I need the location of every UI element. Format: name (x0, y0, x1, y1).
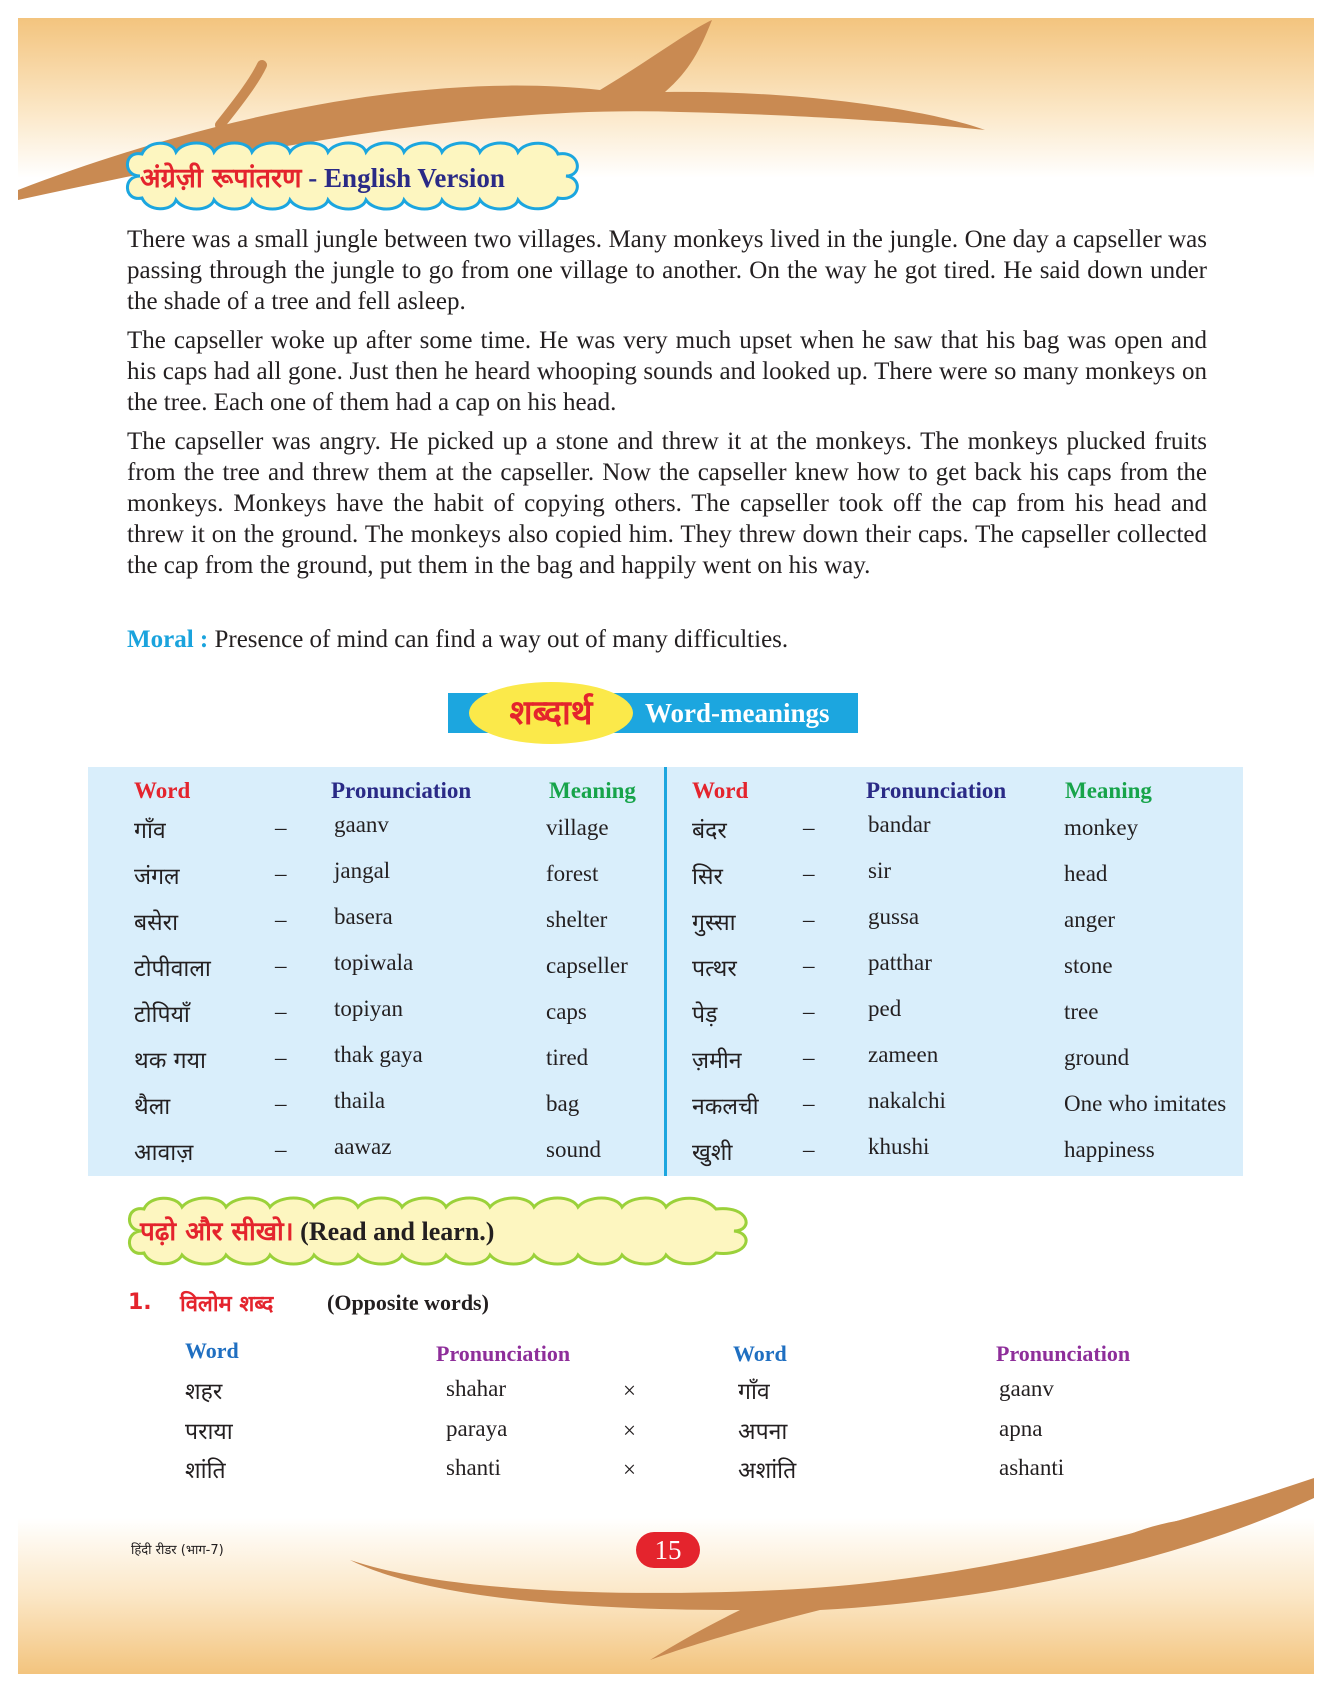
word-meanings-hindi: शब्दार्थ (509, 693, 593, 733)
moral-line (127, 624, 1207, 655)
word-meaning-pronunciation: thak gaya (334, 1042, 423, 1067)
word-meanings-english: Word-meanings (645, 698, 830, 728)
word-meaning-dash: – (275, 953, 287, 978)
word-meaning-meaning: anger (1064, 907, 1116, 932)
word-meaning-word: गुस्सा (692, 910, 736, 936)
opposite-words-hindi: विलोम शब्द (180, 1292, 274, 1317)
word-meaning-meaning: happiness (1064, 1137, 1155, 1162)
word-meaning-dash: – (275, 907, 287, 932)
word-meaning-word: खुशी (692, 1140, 733, 1166)
right-meaning-header: Meaning (1065, 778, 1152, 803)
word-meaning-meaning: shelter (546, 907, 608, 932)
word-meaning-dash: – (803, 999, 815, 1024)
word-meaning-pronunciation: topiyan (334, 996, 403, 1021)
opp-word-header-1: Word (185, 1338, 239, 1363)
opposite-cross: × (623, 1378, 636, 1403)
word-meaning-dash: – (275, 1091, 287, 1116)
word-meaning-pronunciation: nakalchi (868, 1088, 946, 1113)
word-meaning-pronunciation: jangal (334, 858, 391, 883)
word-meaning-pronunciation: gussa (868, 904, 920, 929)
opposite-pronunciation: apna (999, 1416, 1043, 1441)
read-learn-title (140, 1212, 494, 1248)
opposite-pronunciation: shanti (446, 1455, 501, 1480)
word-meaning-word: नकलची (692, 1094, 759, 1120)
story-paragraph-1: There was a small jungle between two villages. Many monkeys lived in the jungle. One day a capseller was passing through the jungle to go from one village to another. On the way he got tired. He said down under the shade of a tree and fell asleep. (127, 226, 1207, 315)
word-meaning-meaning: forest (546, 861, 599, 886)
moral-text: Presence of mind can find a way out of many difficulties. (214, 626, 789, 653)
word-meaning-pronunciation: basera (334, 904, 393, 929)
opposite-cross: × (623, 1418, 636, 1443)
opposite-cross: × (623, 1457, 636, 1482)
opposite-word: शांति (185, 1458, 226, 1484)
word-meaning-meaning: village (546, 815, 609, 840)
word-meaning-pronunciation: sir (868, 858, 891, 883)
word-meaning-meaning: stone (1064, 953, 1113, 978)
word-meaning-word: पेड़ (692, 1002, 718, 1028)
word-meaning-pronunciation: zameen (868, 1042, 939, 1067)
left-pron-header: Pronunciation (331, 778, 472, 803)
opp-pron-header-2: Pronunciation (996, 1341, 1131, 1366)
word-meaning-dash: – (803, 1045, 815, 1070)
story-paragraph-2: The capseller woke up after some time. He was very much upset when he saw that his bag was open and his caps had all gone. Just then he heard whooping sounds and looked up. There were so many monkeys on the tree. Each one of them had a cap on his head. (127, 327, 1207, 416)
english-version-hindi: अंग्रेज़ी रूपांतरण (140, 163, 302, 194)
opposite-pronunciation: ashanti (999, 1455, 1065, 1480)
item-number: 1. (128, 1290, 152, 1315)
word-meaning-meaning: monkey (1064, 815, 1139, 840)
word-meaning-meaning: capseller (546, 953, 628, 978)
word-meaning-meaning: head (1064, 861, 1108, 886)
word-meaning-pronunciation: bandar (868, 812, 931, 837)
word-meaning-word: जंगल (134, 864, 180, 890)
word-meaning-dash: – (275, 999, 287, 1024)
word-meaning-word: थक गया (134, 1048, 206, 1074)
top-twig (220, 65, 262, 125)
word-meaning-pronunciation: ped (868, 996, 902, 1021)
opposite-pronunciation: paraya (446, 1416, 508, 1441)
word-meaning-word: आवाज़ (134, 1140, 194, 1166)
book-title: हिंदी रीडर (भाग-7) (131, 1543, 224, 1558)
word-meaning-meaning: sound (546, 1137, 601, 1162)
right-word-header: Word (692, 778, 749, 803)
opp-pron-header-1: Pronunciation (436, 1341, 571, 1366)
opposite-word: अशांति (738, 1458, 797, 1484)
opposite-pronunciation: gaanv (999, 1376, 1054, 1401)
english-version-english: English Version (324, 163, 505, 193)
english-version-title (140, 158, 505, 195)
word-meaning-dash: – (275, 1045, 287, 1070)
word-meaning-pronunciation: topiwala (334, 950, 414, 975)
opposite-pronunciation: shahar (446, 1376, 507, 1401)
left-word-header: Word (134, 778, 191, 803)
moral-label: Moral : (127, 626, 209, 653)
opposite-word: अपना (738, 1419, 788, 1445)
table-divider (664, 767, 667, 1176)
opposite-word: गाँव (738, 1379, 770, 1405)
opposite-word: शहर (185, 1379, 223, 1405)
word-meaning-pronunciation: gaanv (334, 812, 389, 837)
word-meaning-word: गाँव (134, 818, 166, 844)
title-dash: - (308, 163, 318, 193)
left-meaning-header: Meaning (549, 778, 636, 803)
word-meaning-meaning: tree (1064, 999, 1099, 1024)
opp-word-header-2: Word (733, 1341, 787, 1366)
word-meaning-dash: – (803, 953, 815, 978)
word-meaning-pronunciation: thaila (334, 1088, 386, 1113)
right-pron-header: Pronunciation (866, 778, 1007, 803)
word-meaning-dash: – (803, 1091, 815, 1116)
word-meaning-dash: – (803, 1137, 815, 1162)
word-meaning-word: थैला (134, 1094, 171, 1120)
word-meaning-dash: – (275, 1137, 287, 1162)
word-meaning-word: ज़मीन (692, 1048, 742, 1074)
word-meaning-word: टोपीवाला (134, 956, 211, 982)
word-meaning-meaning: One who imitates (1064, 1091, 1227, 1116)
read-learn-english: (Read and learn.) (300, 1217, 495, 1246)
word-meaning-word: बसेरा (134, 910, 179, 936)
word-meaning-pronunciation: patthar (868, 950, 932, 975)
opposite-words-english: (Opposite words) (327, 1290, 489, 1315)
word-meaning-dash: – (803, 907, 815, 932)
word-meaning-pronunciation: khushi (868, 1134, 930, 1159)
word-meaning-meaning: tired (546, 1045, 589, 1070)
page-number: 15 (636, 1532, 700, 1568)
bottom-branch (350, 1478, 1314, 1660)
read-learn-hindi: पढ़ो और सीखो। (140, 1217, 294, 1247)
word-meaning-dash: – (275, 861, 287, 886)
word-meaning-word: सिर (692, 864, 723, 890)
word-meaning-dash: – (803, 861, 815, 886)
word-meaning-meaning: ground (1064, 1045, 1130, 1070)
word-meaning-pronunciation: aawaz (334, 1134, 392, 1159)
word-meaning-word: पत्थर (692, 956, 737, 982)
word-meaning-word: टोपियाँ (134, 1002, 190, 1028)
opposite-word: पराया (185, 1419, 233, 1445)
word-meaning-meaning: bag (546, 1091, 580, 1116)
word-meaning-word: बंदर (692, 818, 727, 844)
word-meaning-meaning: caps (546, 999, 587, 1024)
word-meaning-dash: – (803, 815, 815, 840)
word-meaning-dash: – (275, 815, 287, 840)
story-paragraph-3: The capseller was angry. He picked up a stone and threw it at the monkeys. The monkeys plucked fruits from the tree and threw them at the capseller. Now the capseller knew how to get back his caps from the monkeys. Monkeys have the habit of copying others. The capseller took off the cap from his head and threw it on the ground. The monkeys also copied him. They threw down their caps. The capseller collected the cap from the ground, put them in the bag and happily went on his way. (127, 428, 1207, 579)
